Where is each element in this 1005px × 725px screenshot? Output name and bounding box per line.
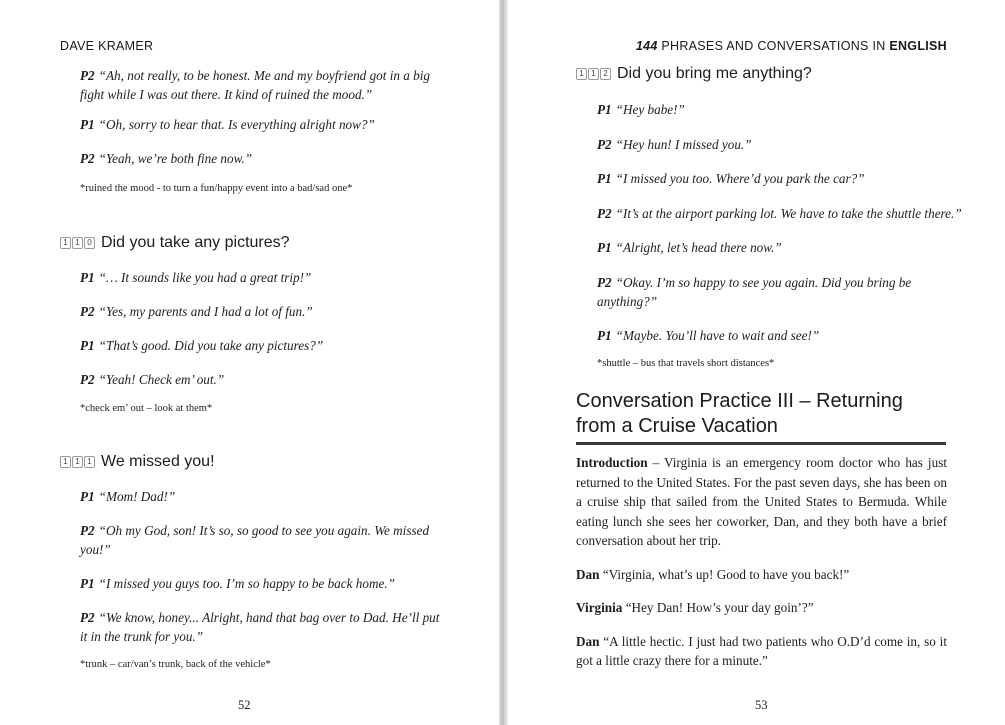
book-gutter: [499, 0, 508, 725]
left-page: [0, 0, 499, 725]
dialogue-line: P1 “Alright, let’s head there now.”: [597, 240, 782, 255]
section-112-dialogue: [597, 100, 967, 369]
dialogue-line: P2 “Okay. I’m so happy to see you again. Did you bring be anything?”: [597, 274, 912, 309]
dialogue-line: P2 “Yeah, we’re both fine now.”: [80, 151, 253, 166]
dialogue-line: P2 “It’s at the airport parking lot. We have to take the shuttle there.”: [597, 205, 962, 221]
dialogue-line: Dan “Virginia, what’s up! Good to have you back!”: [576, 566, 850, 582]
page-number: 52: [238, 698, 251, 712]
vocab-note: *check em’ out – look at them*: [80, 403, 213, 414]
section-title: Did you bring me anything?: [617, 65, 812, 82]
dialogue-line: P2 “Ah, not really, to be honest. Me and my boyfriend got in a big fight while I was out there. It kind of ruined the mood.”: [80, 68, 431, 102]
dialogue-line: Dan “A little hectic. I just had two patients who O.D’d come in, so it got a little crazy there for a minute.”: [576, 633, 948, 668]
vocab-note: *ruined the mood - to turn a fun/happy event into a bad/sad one*: [80, 183, 353, 194]
vocab-note: *trunk – car/van’s trunk, back of the vehicle*: [80, 659, 271, 670]
section-heading-110: [60, 234, 290, 252]
dialogue-line: P1 “I missed you too. Where’d you park the car?”: [597, 171, 865, 186]
dialogue-line: P1 “Maybe. You’ll have to wait and see!”: [597, 328, 820, 343]
dialogue-line: P2 “Yeah! Check em’ out.”: [80, 372, 225, 387]
dialogue-line: P1 “Oh, sorry to hear that. Is everything alright now?”: [80, 117, 375, 132]
section-110-dialogue: [80, 268, 445, 414]
right-page: [508, 0, 1005, 725]
intro-dialogue: [80, 66, 445, 194]
section-111-dialogue: [80, 487, 445, 670]
vocab-note: *shuttle – bus that travels short distances*: [597, 358, 775, 369]
section-title: We missed you!: [101, 453, 215, 470]
practice-body: [576, 453, 947, 671]
dialogue-line: P1 “… It sounds like you had a great trip!”: [80, 270, 312, 285]
dialogue-line: P2 “Yes, my parents and I had a lot of fun.”: [80, 304, 313, 319]
phrase-number: 1 1 2: [576, 68, 612, 80]
practice-title: Conversation Practice III – Returning from a Cruise Vacation: [576, 389, 946, 445]
introduction-paragraph: Introduction – Virginia is an emergency room doctor who has just returned to the United States. For the past seven days, she has been on a cruise ship that sailed from the United States to Bermuda. While eating lunch she sees her coworker, Dan, and they both have a brief conversation about her trip.: [576, 455, 947, 548]
dialogue-line: Virginia “Hey Dan! How’s your day goin’?”: [576, 600, 814, 615]
dialogue-line: P1 “I missed you guys too. I’m so happy to be back home.”: [80, 576, 395, 591]
dialogue-line: P2 “Hey hun! I missed you.”: [597, 136, 752, 152]
phrase-number: 1 1 0: [60, 237, 96, 249]
phrase-number: 1 1 1: [60, 456, 96, 468]
dialogue-line: P2 “We know, honey... Alright, hand that bag over to Dad. He’ll put it in the trunk for you.”: [80, 610, 440, 644]
running-head-author: DAVE KRAMER: [60, 39, 154, 53]
dialogue-line: P1 “That’s good. Did you take any pictures?”: [80, 338, 324, 353]
dialogue-line: P1 “Mom! Dad!”: [80, 489, 176, 504]
dialogue-line: P1 “Hey babe!”: [597, 102, 685, 117]
running-head-title: 144 PHRASES AND CONVERSATIONS IN ENGLISH: [635, 39, 947, 53]
page-number: 53: [755, 698, 768, 712]
dialogue-line: P2 “Oh my God, son! It’s so, so good to see you again. We missed you!”: [80, 523, 430, 557]
section-heading-112: [576, 65, 812, 83]
section-heading-111: [60, 453, 215, 471]
section-title: Did you take any pictures?: [101, 234, 290, 251]
